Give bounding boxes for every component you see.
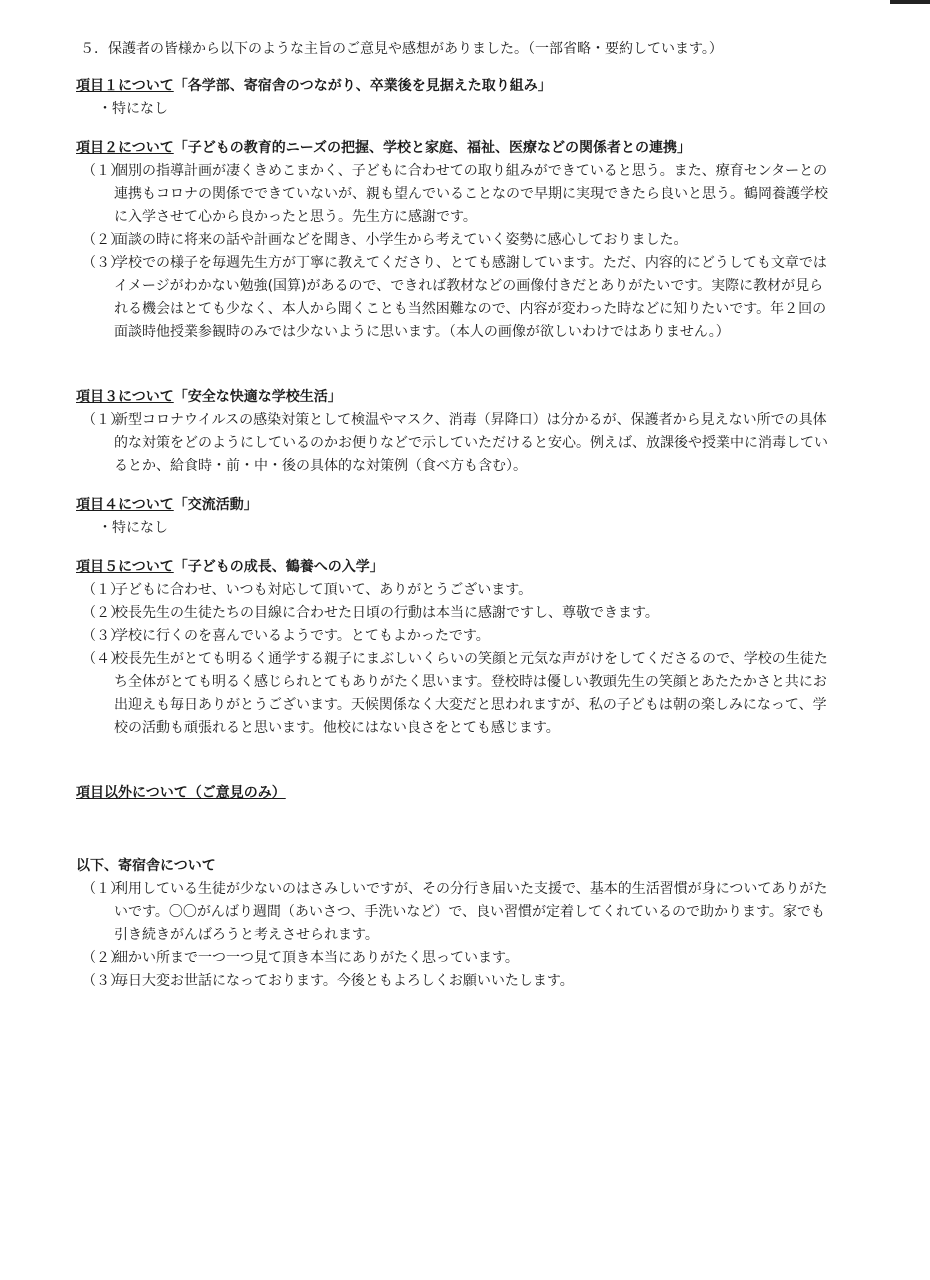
spacer — [76, 360, 836, 386]
spacer — [76, 756, 836, 782]
section-label: 項目２について — [76, 140, 174, 156]
section-label: 項目３について — [76, 389, 174, 405]
list-item — [76, 229, 836, 252]
item-number: （２） — [82, 605, 124, 621]
list-item — [76, 947, 836, 970]
item-number: （１） — [82, 582, 124, 598]
item-number: （３） — [82, 628, 124, 644]
bullet-item: ・特になし — [98, 101, 168, 117]
section-heading — [76, 75, 836, 98]
list-item — [76, 602, 836, 625]
item-number: （４） — [82, 651, 124, 667]
section-heading — [76, 556, 836, 579]
item-text: 学校での様子を毎週先生方が丁寧に教えてくださり、とても感謝しています。ただ、内容的にどうしても文章ではイメージがわかない勉強(国算)があるので、できれば教材などの画像付きだとありがたいです。実際に教材が見られる機会はとても少なく、本人から聞くことも当然困難なので、内容が変わった時などに知りたいです。年２回の面談時他授業参観時のみでは少ないように思います。（本人の画像が欲しいわけではありません。） — [114, 255, 827, 340]
list-item — [76, 160, 836, 229]
section-title: 「各学部、寄宿舎のつながり、卒業後を見据えた取り組み」 — [173, 78, 552, 94]
section-heading — [76, 494, 836, 517]
item-number: （１） — [82, 163, 124, 179]
scan-corner-mark — [890, 0, 930, 4]
list-item — [76, 625, 836, 648]
section-heading — [76, 137, 836, 160]
section-4 — [76, 494, 836, 540]
list-item — [76, 970, 836, 993]
dormitory-section — [76, 855, 836, 993]
item-text: 学校に行くのを喜んでいるようです。とてもよかったです。 — [114, 628, 490, 644]
item-text: 利用している生徒が少ないのはさみしいですが、その分行き届いた支援で、基本的生活習慣が身についてありがたいです。〇〇がんばり週間（あいさつ、手洗いなど）で、良い習慣が定着してくれているので助かります。家でも引き続きがんばろうと考えさせられます。 — [114, 881, 828, 943]
list-item — [76, 878, 836, 947]
section-title: 「子どもの成長、鶴養への入学」 — [173, 559, 384, 575]
document-body — [76, 38, 836, 1009]
section-label: 項目１について — [76, 78, 174, 94]
item-text: 面談の時に将来の話や計画などを聞き、小学生から考えていく姿勢に感心しておりました。 — [114, 232, 688, 248]
list-item — [76, 579, 836, 602]
item-text: 細かい所まで一つ一つ見て頂き本当にありがたく思っています。 — [114, 950, 519, 966]
item-text: 校長先生がとても明るく通学する親子にまぶしいくらいの笑顔と元気な声がけをしてくださるので、学校の生徒たち全体がとても明るく感じられとてもありがたく思います。登校時は優しい教頭先生の笑顔とあたたかさと共にお出迎えも毎日ありがとうございます。天候関係なく大変だと思われますが、私の子どもは朝の楽しみになって、学校の活動も頑張れると思います。他校にはない良さをとても感じます。 — [114, 651, 828, 736]
section-title: 「交流活動」 — [173, 497, 258, 513]
section-3 — [76, 386, 836, 478]
spacer — [76, 821, 836, 855]
other-heading: 項目以外について（ご意見のみ） — [76, 785, 286, 801]
item-text: 毎日大変お世話になっております。今後ともよろしくお願いいたします。 — [114, 973, 574, 989]
section-title: 「子どもの教育的ニーズの把握、学校と家庭、福祉、医療などの関係者との連携」 — [173, 140, 692, 156]
dormitory-heading: 以下、寄宿舎について — [76, 858, 216, 874]
section-heading — [76, 386, 836, 409]
item-number: （１） — [82, 412, 124, 428]
item-number: （１） — [82, 881, 124, 897]
section-1 — [76, 75, 836, 121]
item-number: （３） — [82, 973, 124, 989]
other-section — [76, 782, 836, 805]
list-item — [76, 409, 836, 478]
item-text: 子どもに合わせ、いつも対応して頂いて、ありがとうございます。 — [114, 582, 533, 598]
section-label: 項目５について — [76, 559, 174, 575]
section-2 — [76, 137, 836, 344]
section-title: 「安全な快適な学校生活」 — [173, 389, 342, 405]
section-label: 項目４について — [76, 497, 174, 513]
item-number: （２） — [82, 950, 124, 966]
item-text: 校長先生の生徒たちの目線に合わせた日頃の行動は本当に感謝ですし、尊敬できます。 — [114, 605, 659, 621]
item-text: 個別の指導計画が凄くきめこまかく、子どもに合わせての取り組みができていると思う。また、療育センターとの連携もコロナの関係でできていないが、親も望んでいることなので早期に実現できたら良いと思う。鶴岡養護学校に入学させて心から良かったと思う。先生方に感謝です。 — [114, 163, 828, 225]
item-number: （２） — [82, 232, 124, 248]
item-number: （３） — [82, 255, 124, 271]
bullet-item: ・特になし — [98, 520, 168, 536]
item-text: 新型コロナウイルスの感染対策として検温やマスク、消毒（昇降口）は分かるが、保護者から見えない所での具体的な対策をどのようにしているのかお便りなどで示していただけると安心。例えば、放課後や授業中に消毒しているとか、給食時・前・中・後の具体的な対策例（食べ方も含む）。 — [114, 412, 828, 474]
list-item — [76, 648, 836, 740]
list-item — [76, 252, 836, 344]
section-5 — [76, 556, 836, 740]
intro-text: ５．保護者の皆様から以下のような主旨のご意見や感想がありました。（一部省略・要約しています。） — [80, 41, 723, 57]
